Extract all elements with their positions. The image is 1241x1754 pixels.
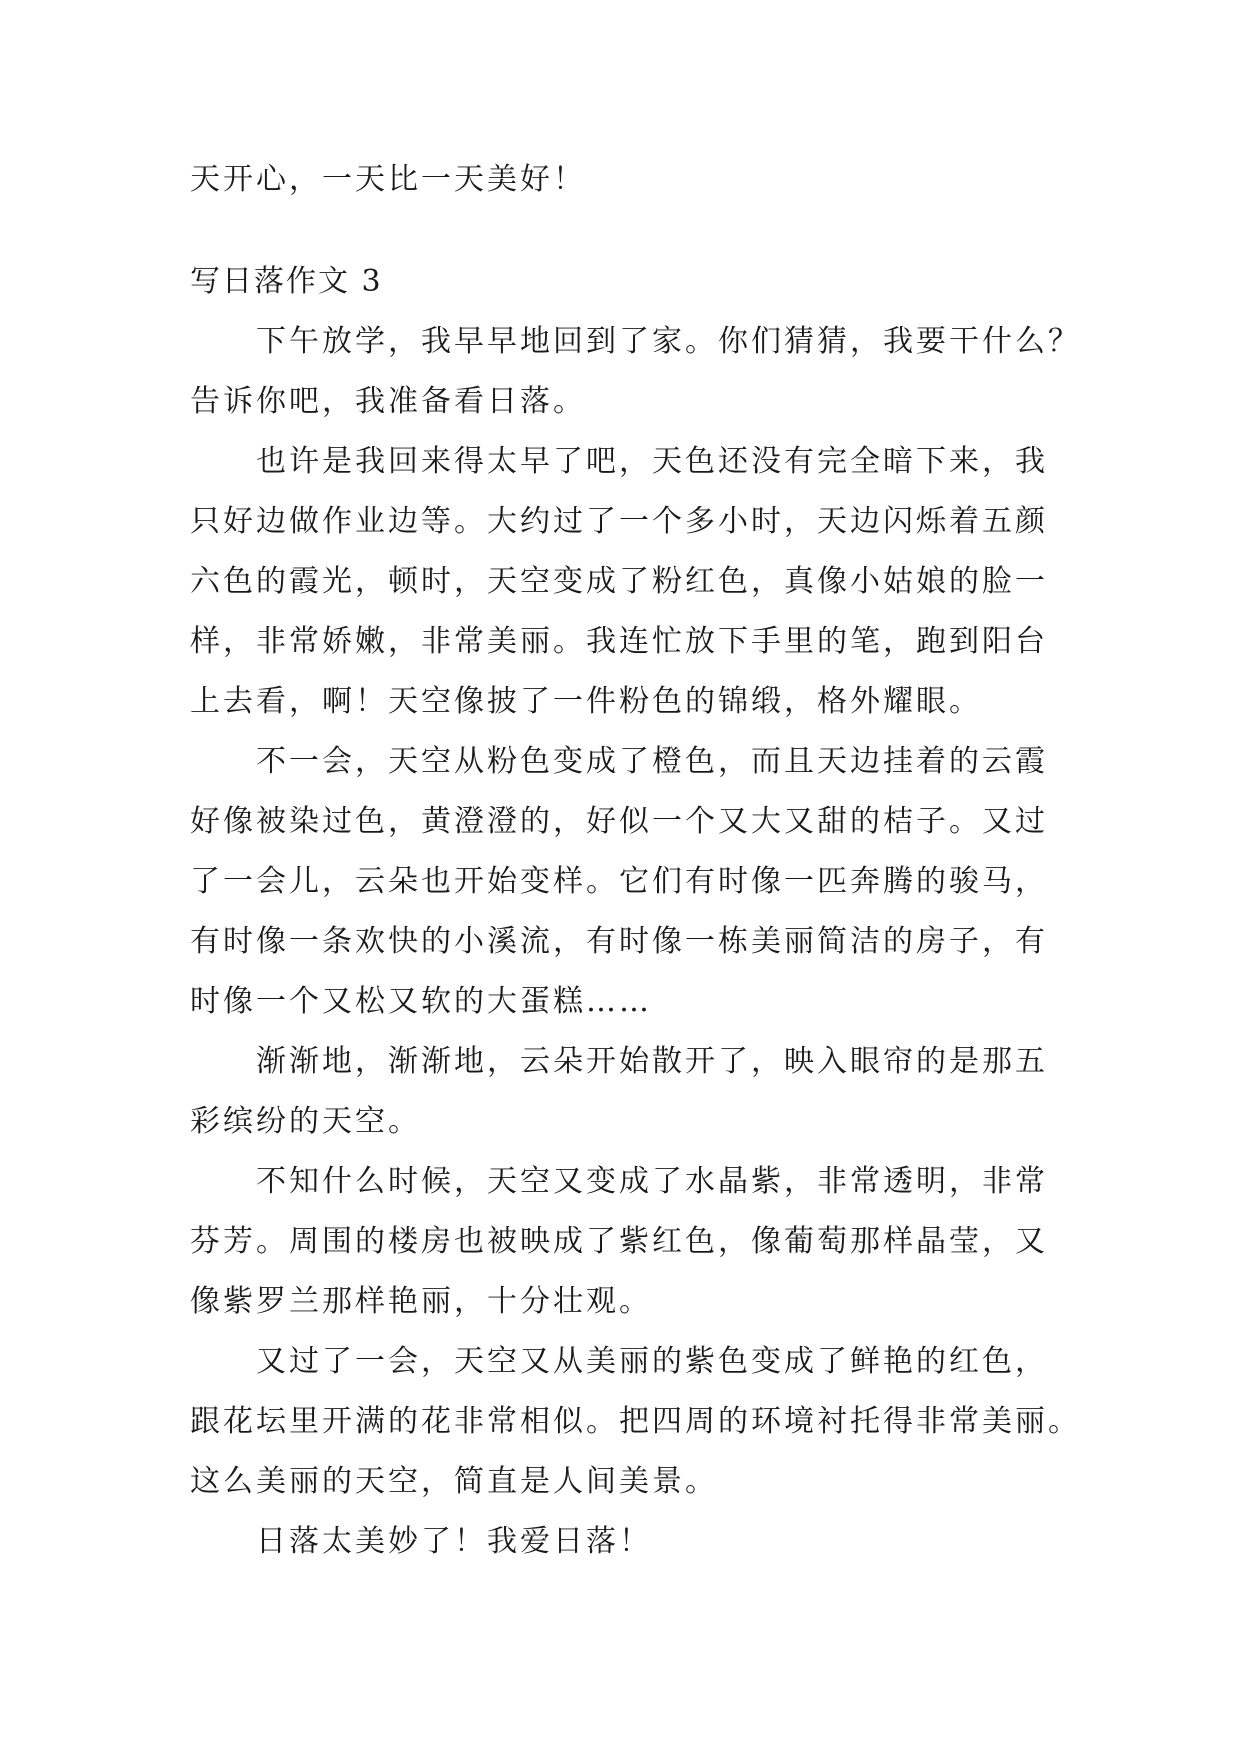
paragraph-line: 也许是我回来得太早了吧，天色还没有完全暗下来，我 [256,444,1048,479]
document-body [190,150,1081,1572]
continuation-line: 天开心，一天比一天美好！ [190,162,586,197]
paragraph-line: 上去看，啊！天空像披了一件粉色的锦缎，格外耀眼。 [190,684,982,719]
paragraph-1 [190,312,1081,432]
paragraph-line: 时像一个又松又软的大蛋糕…… [190,984,652,1019]
paragraph-2 [190,432,1052,732]
paragraph-line: 渐渐地，渐渐地，云朵开始散开了，映入眼帘的是那五 [256,1044,1048,1079]
paragraph-line: 彩缤纷的天空。 [190,1104,421,1139]
paragraph-line: 跟花坛里开满的花非常相似。把四周的环境衬托得非常美丽。 [190,1404,1081,1439]
paragraph-6 [190,1332,1081,1512]
paragraph-5 [190,1152,1052,1332]
paragraph-line: 有时像一条欢快的小溪流，有时像一栋美丽简洁的房子，有 [190,924,1048,959]
paragraph-line: 不一会，天空从粉色变成了橙色，而且天边挂着的云霞 [256,744,1048,779]
essay-title: 写日落作文 3 [190,264,383,299]
paragraph-line: 这么美丽的天空，简直是人间美景。 [190,1464,718,1499]
paragraph-line: 了一会儿，云朵也开始变样。它们有时像一匹奔腾的骏马， [190,864,1048,899]
paragraph-line: 样，非常娇嫩，非常美丽。我连忙放下手里的笔，跑到阳台 [190,624,1048,659]
paragraph-line: 又过了一会，天空又从美丽的紫色变成了鲜艳的红色， [256,1344,1048,1379]
paragraph-4 [190,1032,1052,1152]
paragraph-line: 芬芳。周围的楼房也被映成了紫红色，像葡萄那样晶莹，又 [190,1224,1048,1259]
paragraph-line: 只好边做作业边等。大约过了一个多小时，天边闪烁着五颜 [190,504,1048,539]
paragraph-line: 六色的霞光，顿时，天空变成了粉红色，真像小姑娘的脸一 [190,564,1048,599]
paragraph-line: 不知什么时候，天空又变成了水晶紫，非常透明，非常 [256,1164,1048,1199]
paragraph-3 [190,732,1052,1032]
paragraph-line: 像紫罗兰那样艳丽，十分壮观。 [190,1284,652,1319]
paragraph-line: 好像被染过色，黄澄澄的，好似一个又大又甜的桔子。又过 [190,804,1048,839]
paragraph-line: 日落太美妙了！我爱日落！ [256,1524,652,1559]
paragraph-7 [190,1512,1052,1572]
paragraph-line: 下午放学，我早早地回到了家。你们猜猜，我要干什么？ [256,324,1081,359]
paragraph-line: 告诉你吧，我准备看日落。 [190,384,586,419]
